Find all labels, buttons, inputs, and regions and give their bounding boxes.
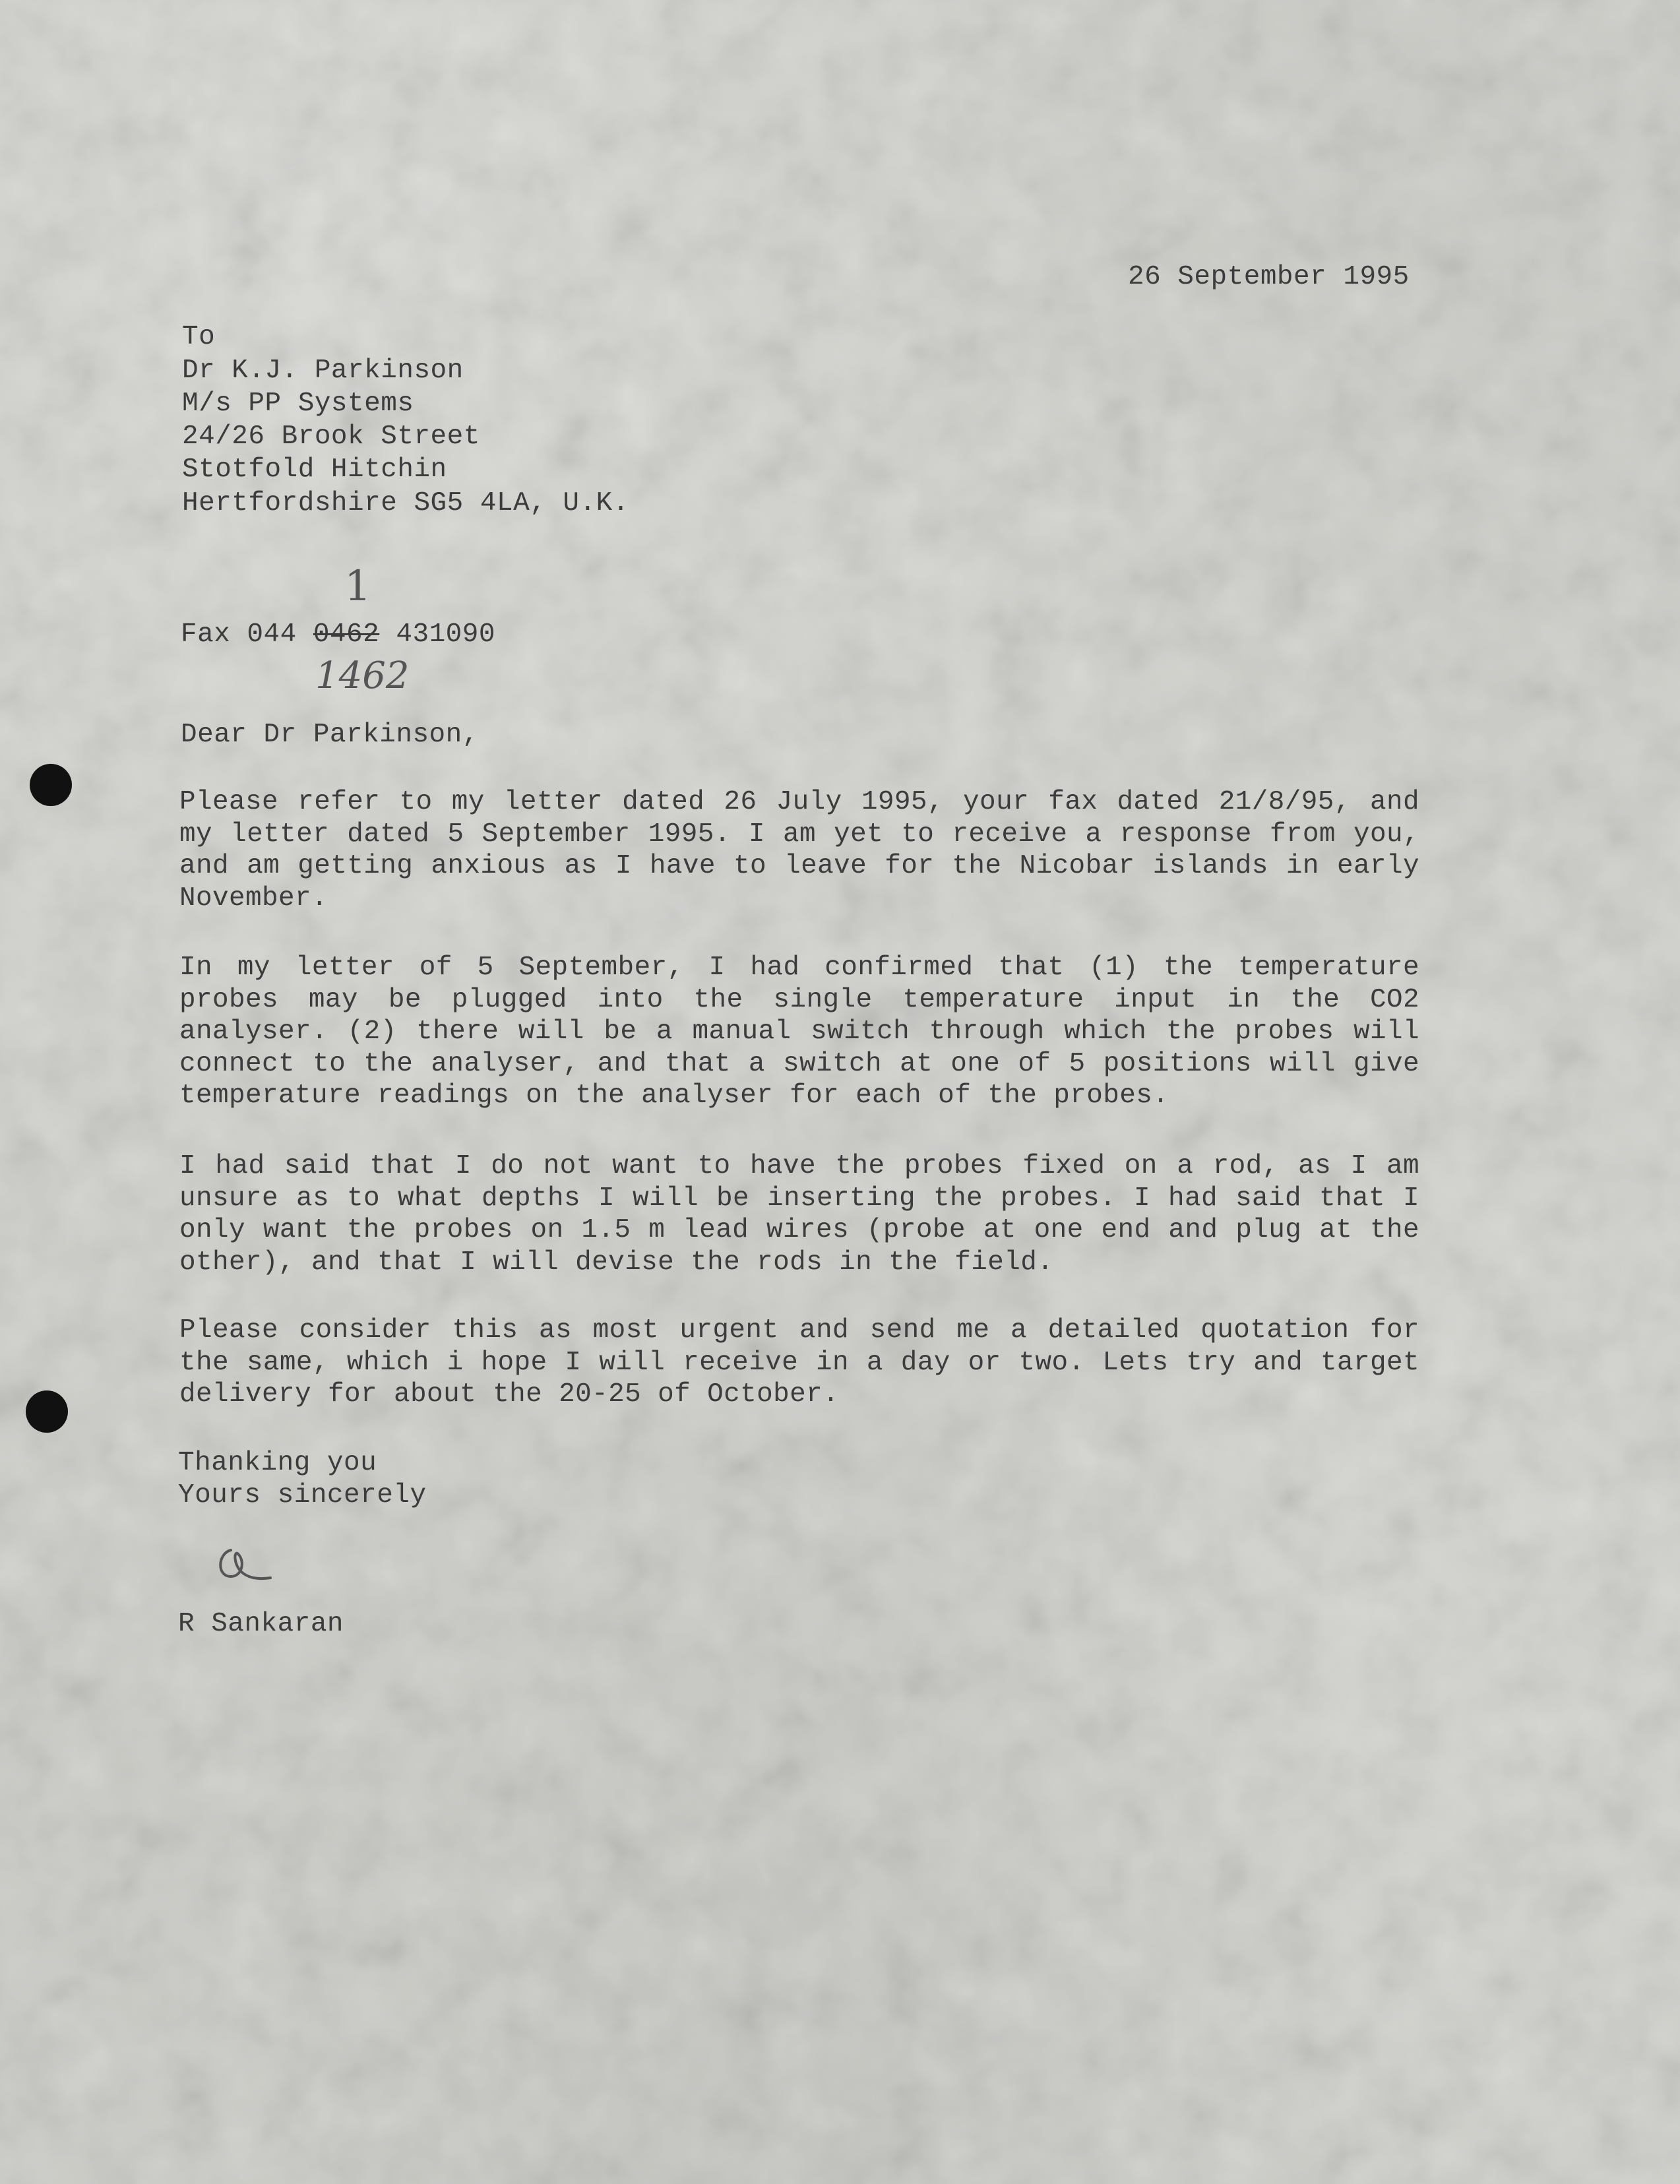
recipient-street: 24/26 Brook Street <box>182 421 480 452</box>
to-label: To <box>182 322 216 352</box>
letter-date: 26 September 1995 <box>1128 262 1410 292</box>
closing-sincerely: Yours sincerely <box>178 1480 427 1511</box>
fax-line <box>181 619 495 650</box>
punch-hole-top <box>30 764 72 806</box>
punch-hole-bottom <box>26 1390 68 1433</box>
fax-struck-code: 0462 <box>313 619 380 650</box>
closing-thanks: Thanking you <box>178 1448 377 1478</box>
recipient-name: Dr K.J. Parkinson <box>182 356 464 386</box>
recipient-town: Stotfold Hitchin <box>182 454 447 485</box>
body-paragraph-1: Please refer to my letter dated 26 July 1995, your fax dated 21/8/95, and my letter dated 5 September 1995. I am yet to receive a response from you, and am getting anxious as I have to leave for the Nicobar islands in early November. <box>179 787 1419 914</box>
fax-prefix: Fax 044 <box>181 619 313 650</box>
recipient-company: M/s PP Systems <box>182 389 414 419</box>
salutation: Dear Dr Parkinson, <box>181 720 479 750</box>
recipient-county: Hertfordshire SG5 4LA, U.K. <box>182 488 629 518</box>
signatory-name: R Sankaran <box>178 1609 344 1639</box>
handwritten-signature <box>204 1530 297 1596</box>
body-paragraph-3: I had said that I do not want to have the probes fixed on a rod, as I am unsure as to what depths I will be inserting the probes. I had said that I only want the probes on 1.5 m lead wires (probe at one end and plug at the other), and that I will devise the rods in the field. <box>179 1151 1419 1278</box>
body-paragraph-4: Please consider this as most urgent and send me a detailed quotation for the same, which i hope I will receive in a day or two. Lets try and target delivery for about the 20-25 of October. <box>179 1315 1419 1410</box>
body-paragraph-2: In my letter of 5 September, I had confirmed that (1) the temperature probes may be plugged into the single temperature input in the CO2 analyser. (2) there will be a manual switch through which the probes will connect to the analyser, and that a switch at one of 5 positions will give temperature readings on the analyser for each of the probes. <box>179 952 1419 1111</box>
fax-number: 431090 <box>379 619 495 650</box>
handwritten-fax-correction: 1462 <box>315 654 410 697</box>
handwritten-insert-mark: 1 <box>344 562 371 611</box>
